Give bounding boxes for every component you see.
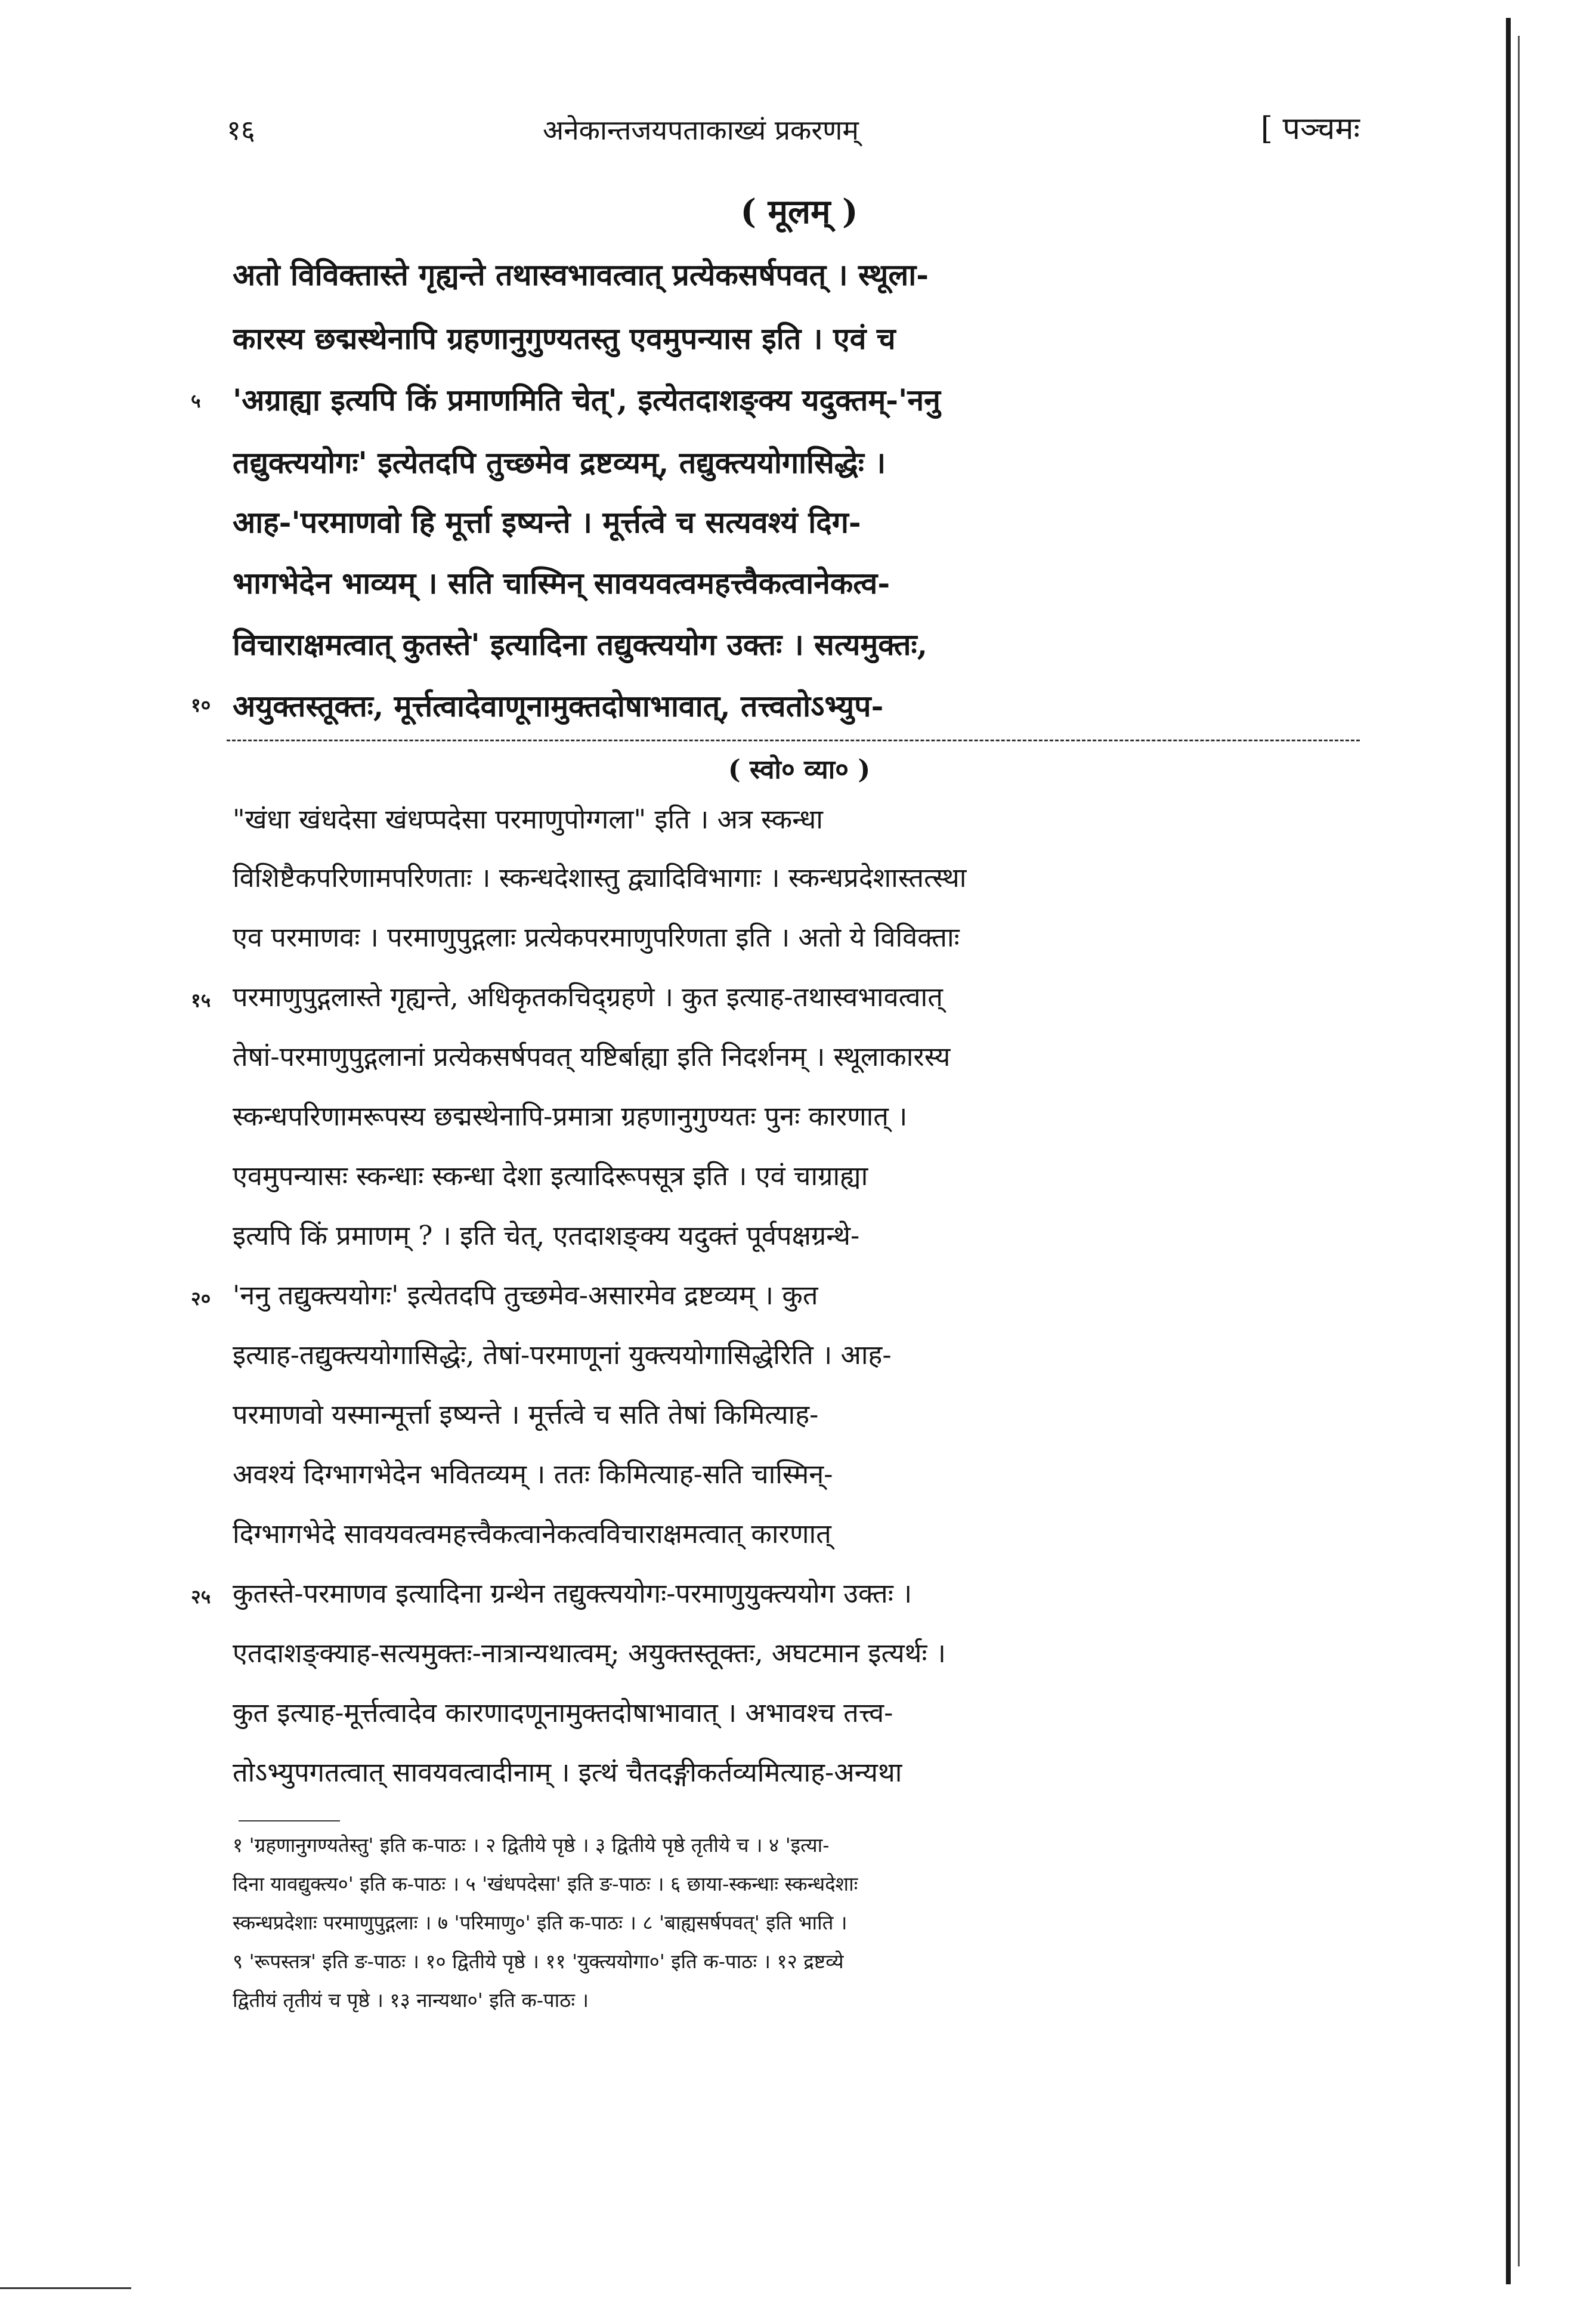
mula-line: विचाराक्षमत्वात् कुतस्ते' इत्यादिना तद्युक्त्ययोग उक्तः । सत्यमुक्तः, xyxy=(233,627,928,662)
line-number: १० xyxy=(191,694,211,716)
mula-line: आह-'परमाणवो हि मूर्त्ता इष्यन्ते । मूर्त्तत्वे च सत्यवश्यं दिग- xyxy=(233,505,861,540)
commentary-line: एव परमाणवः । परमाणुपुद्गलाः प्रत्येकपरमाणुपरिणता इति । अतो ये विविक्ताः xyxy=(233,921,960,953)
commentary-line: कुतस्ते-परमाणव इत्यादिना ग्रन्थेन तद्युक्त्ययोगः-परमाणुयुक्त्ययोग उक्तः । xyxy=(233,1578,913,1609)
page-number: १६ xyxy=(227,114,255,146)
commentary-line: परमाणुपुद्गलास्ते गृह्यन्ते, अधिकृतकचिद्ग्रहणे । कुत इत्याह-तथास्वभावत्वात् xyxy=(233,981,943,1013)
mula-line: तद्युक्त्ययोगः' इत्येतदपि तुच्छमेव द्रष्टव्यम्, तद्युक्त्ययोगासिद्धेः । xyxy=(233,445,886,480)
footnote-rule xyxy=(239,1820,340,1821)
mula-heading: ( मूलम् ) xyxy=(740,192,858,231)
commentary-line: इत्याह-तद्युक्त्ययोगासिद्धेः, तेषां-परमाणूनां युक्त्ययोगासिद्धेरिति । आह- xyxy=(233,1339,892,1371)
mula-line: भागभेदेन भाव्यम् । सति चास्मिन् सावयवत्वमहत्त्वैकत्वानेकत्व- xyxy=(233,565,890,601)
commentary-line: एतदाशङ्क्याह-सत्यमुक्तः-नात्रान्यथात्वम्; अयुक्तस्तूक्तः, अघटमान इत्यर्थः । xyxy=(233,1637,946,1669)
line-number: १५ xyxy=(191,989,211,1012)
commentary-line: "खंधा खंधदेसा खंधप्पदेसा परमाणुपोग्गला" इति । अत्र स्कन्धा xyxy=(233,803,823,835)
commentary-line: दिग्भागभेदे सावयवत्वमहत्त्वैकत्वानेकत्वविचाराक्षमत्वात् कारणात् xyxy=(233,1518,831,1550)
commentary-line: तोऽभ्युपगतत्वात् सावयवत्वादीनाम् । इत्थं चैतदङ्गीकर्तव्यमित्याह-अन्यथा xyxy=(233,1756,902,1788)
commentary-line: इत्यपि किं प्रमाणम् ? । इति चेत्, एतदाशङ्क्य यदुक्तं पूर्वपक्षग्रन्थे- xyxy=(233,1220,860,1251)
commentary-line: विशिष्टैकपरिणामपरिणताः । स्कन्धदेशास्तु द्व्यादिविभागाः । स्कन्धप्रदेशास्तत्स्था xyxy=(233,862,967,893)
line-number: २५ xyxy=(191,1585,211,1608)
mula-line: अयुक्तस्तूक्तः, मूर्त्तत्वादेवाणूनामुक्तदोषाभावात्, तत्त्वतोऽभ्युप- xyxy=(233,688,884,723)
commentary-line: अवश्यं दिग्भागभेदेन भवितव्यम् । ततः किमित्याह-सति चास्मिन्- xyxy=(233,1458,833,1490)
commentary-line: कुत इत्याह-मूर्त्तत्वादेव कारणादणूनामुक्तदोषाभावात् । अभावश्च तत्त्व- xyxy=(233,1697,893,1728)
section-divider xyxy=(227,740,1360,741)
footnote-line: दिना यावद्युक्त्य०' इति क-पाठः । ५ 'खंधपदेसा' इति ङ-पाठः । ६ छाया-स्कन्धाः स्कन्धदेशाः xyxy=(233,1872,858,1895)
commentary-line: परमाणवो यस्मान्मूर्त्ता इष्यन्ते । मूर्त्तत्वे च सति तेषां किमित्याह- xyxy=(233,1399,819,1430)
footnote-line: द्वितीयं तृतीयं च पृष्ठे । १३ नान्यथा०' इति क-पाठः । xyxy=(233,1988,589,2012)
footnote-line: ९ 'रूपस्तत्र' इति ङ-पाठः । १० द्वितीये पृष्ठे । ११ 'युक्त्ययोगा०' इति क-पाठः । १२ द्रष्टव्ये xyxy=(233,1950,844,1973)
commentary-line: एवमुपन्यासः स्कन्धाः स्कन्धा देशा इत्यादिरूपसूत्र इति । एवं चाग्राह्या xyxy=(233,1160,868,1192)
footnote-line: स्कन्धप्रदेशाः परमाणुपुद्गलाः । ७ 'परिमाणु०' इति क-पाठः । ८ 'बाह्यसर्षपवत्' इति भाति । xyxy=(233,1911,848,1934)
commentary-line: स्कन्धपरिणामरूपस्य छद्मस्थेनापि-प्रमात्रा ग्रहणानुगुण्यतः पुनः कारणात् । xyxy=(233,1100,908,1132)
mula-line: कारस्य छद्मस्थेनापि ग्रहणानुगुण्यतस्तु एवमुपन्यास इति । एवं च xyxy=(233,321,896,356)
line-number: २० xyxy=(191,1287,211,1310)
commentary-line: 'ननु तद्युक्त्ययोगः' इत्येतदपि तुच्छमेव-असारमेव द्रष्टव्यम् । कुत xyxy=(233,1279,818,1311)
chapter-label: [ पञ्चमः xyxy=(1260,111,1360,147)
mula-line: 'अग्राह्या इत्यपि किं प्रमाणमिति चेत्', इत्येतदाशङ्क्य यदुक्तम्-'ननु xyxy=(233,382,941,417)
commentary-heading: ( स्वो० व्या० ) xyxy=(728,754,871,785)
scan-edge-right xyxy=(1506,18,1511,2284)
commentary-line: तेषां-परमाणुपुद्गलानां प्रत्येकसर्षपवत् यष्टिर्बाह्या इति निदर्शनम् । स्थूलाकारस्य xyxy=(233,1041,951,1072)
book-title: अनेकान्तजयपताकाख्यं प्रकरणम् xyxy=(543,114,859,146)
footnote-line: १ 'ग्रहणानुगण्यतेस्तु' इति क-पाठः । २ द्वितीये पृष्ठे । ३ द्वितीये पृष्ठे तृतीये च । ४ 'इत्या- xyxy=(233,1833,830,1857)
line-number: ५ xyxy=(191,389,201,412)
mula-line: अतो विविक्तास्ते गृह्यन्ते तथास्वभावत्वात् प्रत्येकसर्षपवत् । स्थूला- xyxy=(233,257,929,292)
scan-edge-right-inner xyxy=(1518,36,1520,2266)
running-head xyxy=(227,106,1360,154)
scan-edge-bottom xyxy=(0,2287,131,2289)
